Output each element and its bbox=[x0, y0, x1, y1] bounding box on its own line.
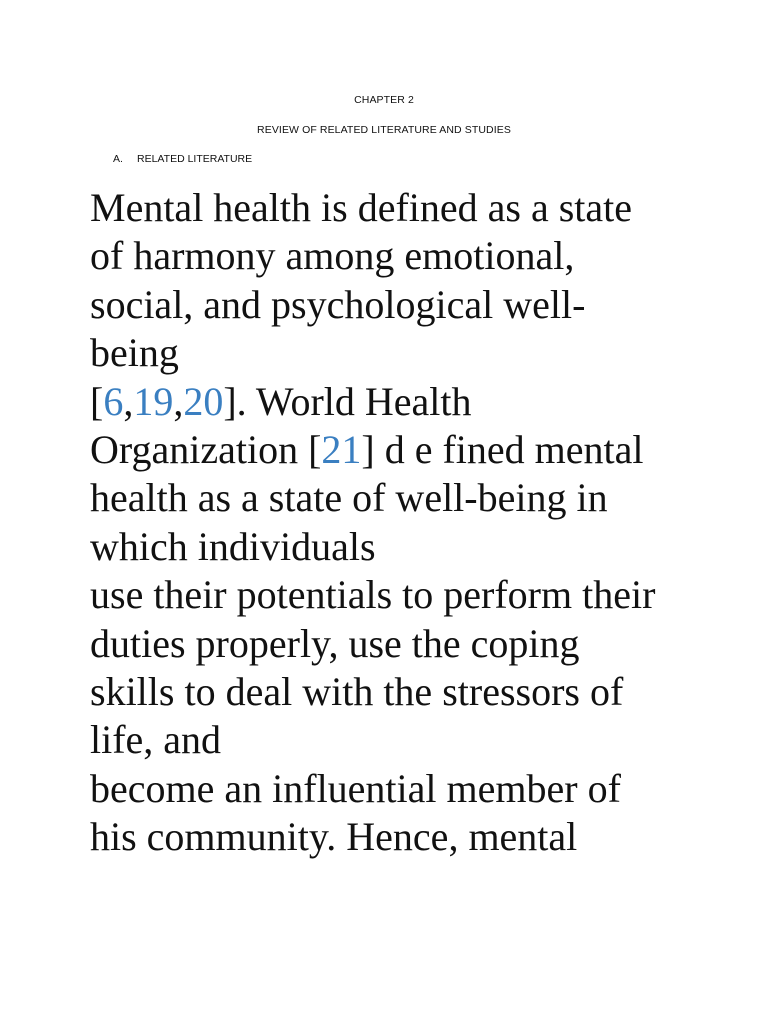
comma: , bbox=[173, 378, 184, 424]
section-label: RELATED LITERATURE bbox=[137, 153, 253, 165]
paragraph-line: his community. Hence, mental bbox=[90, 814, 578, 860]
paragraph-line: skills to deal with the stressors of bbox=[90, 669, 624, 715]
paragraph-line: use their potentials to perform their bbox=[90, 572, 656, 618]
paragraph-line: social, and psychological well- bbox=[90, 281, 586, 327]
bracket-open: [ bbox=[90, 378, 104, 424]
paragraph-line: Mental health is defined as a state bbox=[90, 185, 633, 230]
citation-link-21[interactable]: 21 bbox=[321, 427, 362, 473]
text-run: ]. World Health bbox=[223, 378, 472, 424]
paragraph-line: life, and bbox=[90, 717, 222, 763]
citation-link-19[interactable]: 19 bbox=[133, 378, 174, 424]
section-heading bbox=[113, 153, 252, 165]
comma: , bbox=[123, 378, 134, 424]
paragraph-line: which individuals bbox=[90, 523, 376, 569]
text-run: ] d e fined mental bbox=[361, 427, 644, 473]
paragraph-line bbox=[90, 378, 760, 426]
paragraph-line: health as a state of well-being in bbox=[90, 475, 608, 521]
paragraph-line bbox=[90, 426, 760, 474]
paragraph-line: of harmony among emotional, bbox=[90, 233, 575, 279]
citation-link-6[interactable]: 6 bbox=[103, 378, 124, 424]
paragraph-line: being bbox=[90, 330, 179, 376]
citation-link-20[interactable]: 20 bbox=[183, 378, 224, 424]
section-marker: A. bbox=[113, 153, 123, 165]
chapter-title: REVIEW OF RELATED LITERATURE AND STUDIES bbox=[257, 124, 511, 136]
paragraph-line: become an influential member of bbox=[90, 765, 621, 811]
text-run: Organization [ bbox=[90, 427, 322, 473]
chapter-heading: CHAPTER 2 bbox=[354, 94, 414, 106]
paragraph-line: duties properly, use the coping bbox=[90, 620, 580, 666]
body-paragraph bbox=[90, 184, 760, 862]
